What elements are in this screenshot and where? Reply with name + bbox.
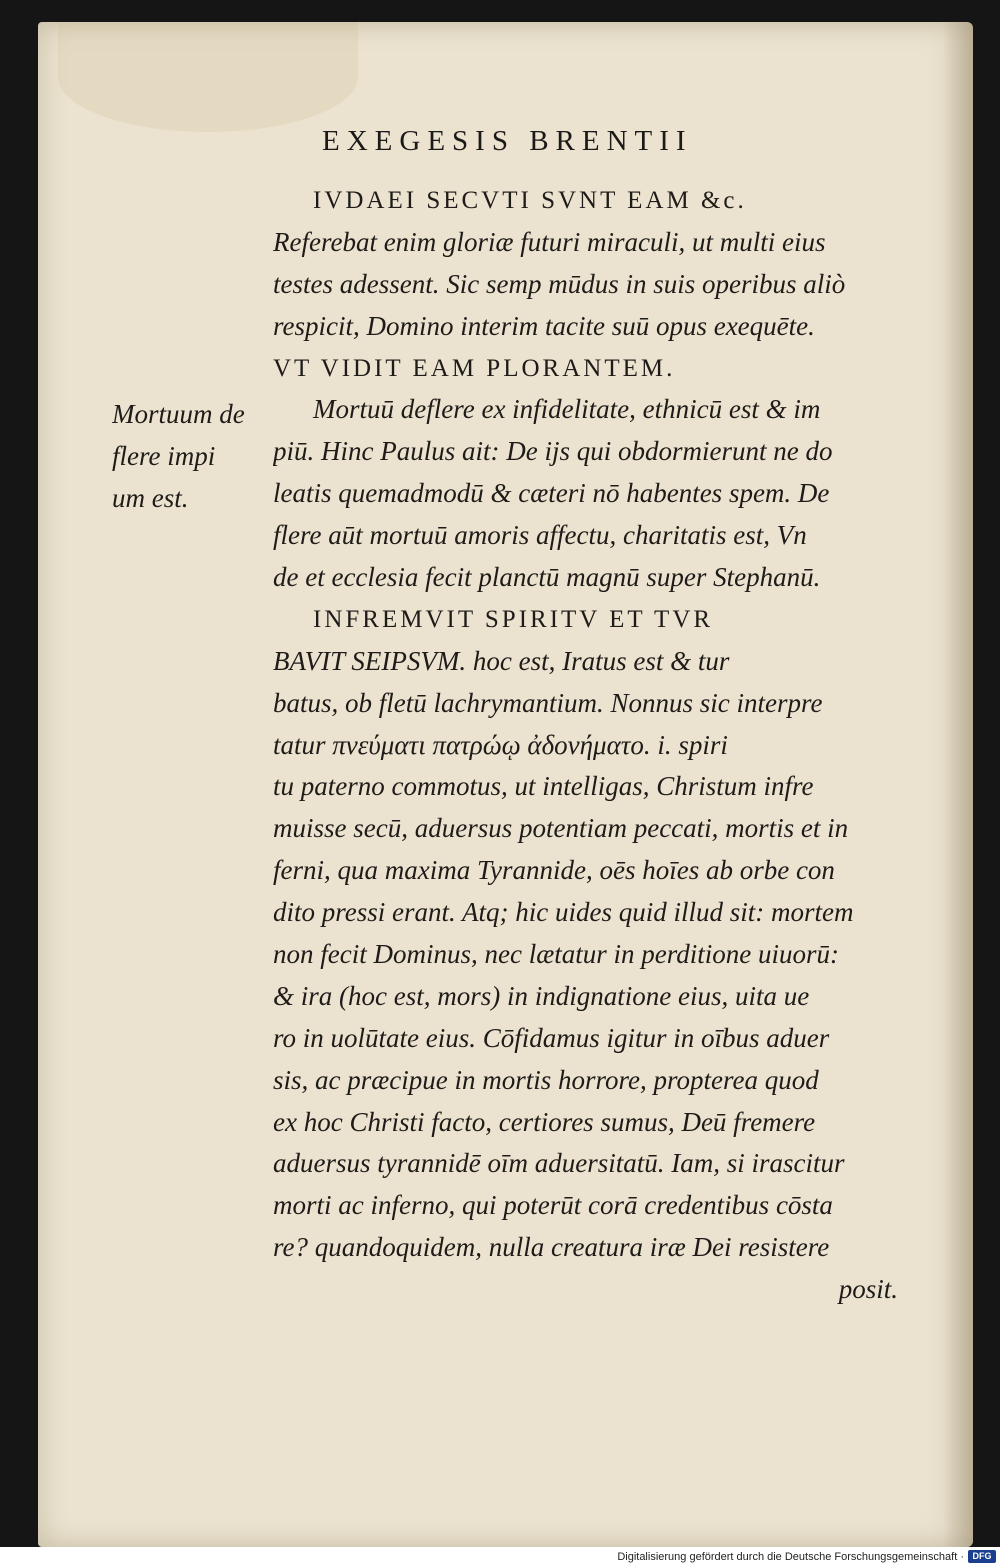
text-line: re? quandoquidem, nulla creatura iræ Dei resistere	[273, 1232, 830, 1263]
lemma-heading: VT VIDIT EAM PLORANTEM.	[273, 354, 676, 382]
lemma-heading: INFREMVIT SPIRITV ET TVR	[313, 605, 714, 633]
text-line: BAVIT SEIPSVM. hoc est, Iratus est & tur	[273, 645, 730, 676]
text-line: de et ecclesia fecit planctū magnū super Stephanū.	[273, 562, 821, 593]
page-edge-shading	[943, 22, 973, 1547]
margin-note-line: um est.	[112, 482, 189, 513]
text-line: dito pressi erant. Atq; hic uides quid illud sit: mortem	[273, 897, 854, 928]
running-head: EXEGESIS BRENTII	[322, 125, 693, 157]
text-line: & ira (hoc est, mors) in indignatione eius, uita ue	[273, 980, 810, 1011]
lemma-heading: IVDAEI SECVTI SVNT EAM &c.	[313, 187, 747, 214]
margin-note-line: flere impi	[112, 440, 216, 471]
text-line: flere aūt mortuū amoris affectu, charitatis est, Vn	[273, 520, 807, 551]
text-line: ferni, qua maxima Tyrannide, oēs hoīes ab orbe con	[273, 855, 835, 886]
text-line: ro in uolūtate eius. Cōfidamus igitur in oībus aduer	[273, 1022, 830, 1053]
text-line: leatis quemadmodū & cæteri nō habentes spem. De	[273, 478, 830, 509]
text-line: sis, ac præcipue in mortis horrore, propterea quod	[273, 1064, 819, 1095]
text-line: respicit, Domino interim tacite suū opus exequēte.	[273, 310, 815, 341]
text-line: morti ac inferno, qui poterūt corā credentibus cōsta	[273, 1190, 833, 1221]
text-line: tu paterno commotus, ut intelligas, Christum infre	[273, 771, 814, 802]
text-line: tatur πνεύματι πατρώῳ ἀδονήματο. i. spiri	[273, 729, 728, 760]
funding-credit: Digitalisierung gefördert durch die Deutsche Forschungsgemeinschaft ·	[617, 1551, 964, 1563]
main-text-block	[273, 180, 918, 1311]
catchword: posit.	[838, 1274, 898, 1305]
text-line: non fecit Dominus, nec lætatur in perditione uiuorū:	[273, 939, 839, 970]
text-line: muisse secū, aduersus potentiam peccati, mortis et in	[273, 813, 849, 844]
margin-note-line: Mortuum de	[112, 399, 245, 429]
text-line: piū. Hinc Paulus ait: De ijs qui obdormierunt ne do	[273, 436, 833, 467]
text-line: testes adessent. Sic semp mūdus in suis operibus aliò	[273, 268, 846, 299]
text-line: Mortuū deflere ex infidelitate, ethnicū est & im	[313, 394, 821, 425]
margin-note	[112, 394, 277, 520]
text-line: aduersus tyrannidē oīm aduersitatū. Iam, si irascitur	[273, 1148, 845, 1179]
dfg-logo-icon: DFG	[968, 1550, 996, 1563]
text-line: batus, ob fletū lachrymantium. Nonnus sic interpre	[273, 687, 823, 718]
footer-strip	[0, 1547, 1000, 1565]
text-line: ex hoc Christi facto, certiores sumus, Deū fremere	[273, 1106, 816, 1137]
text-line: Referebat enim gloriæ futuri miraculi, ut multi eius	[273, 226, 826, 257]
